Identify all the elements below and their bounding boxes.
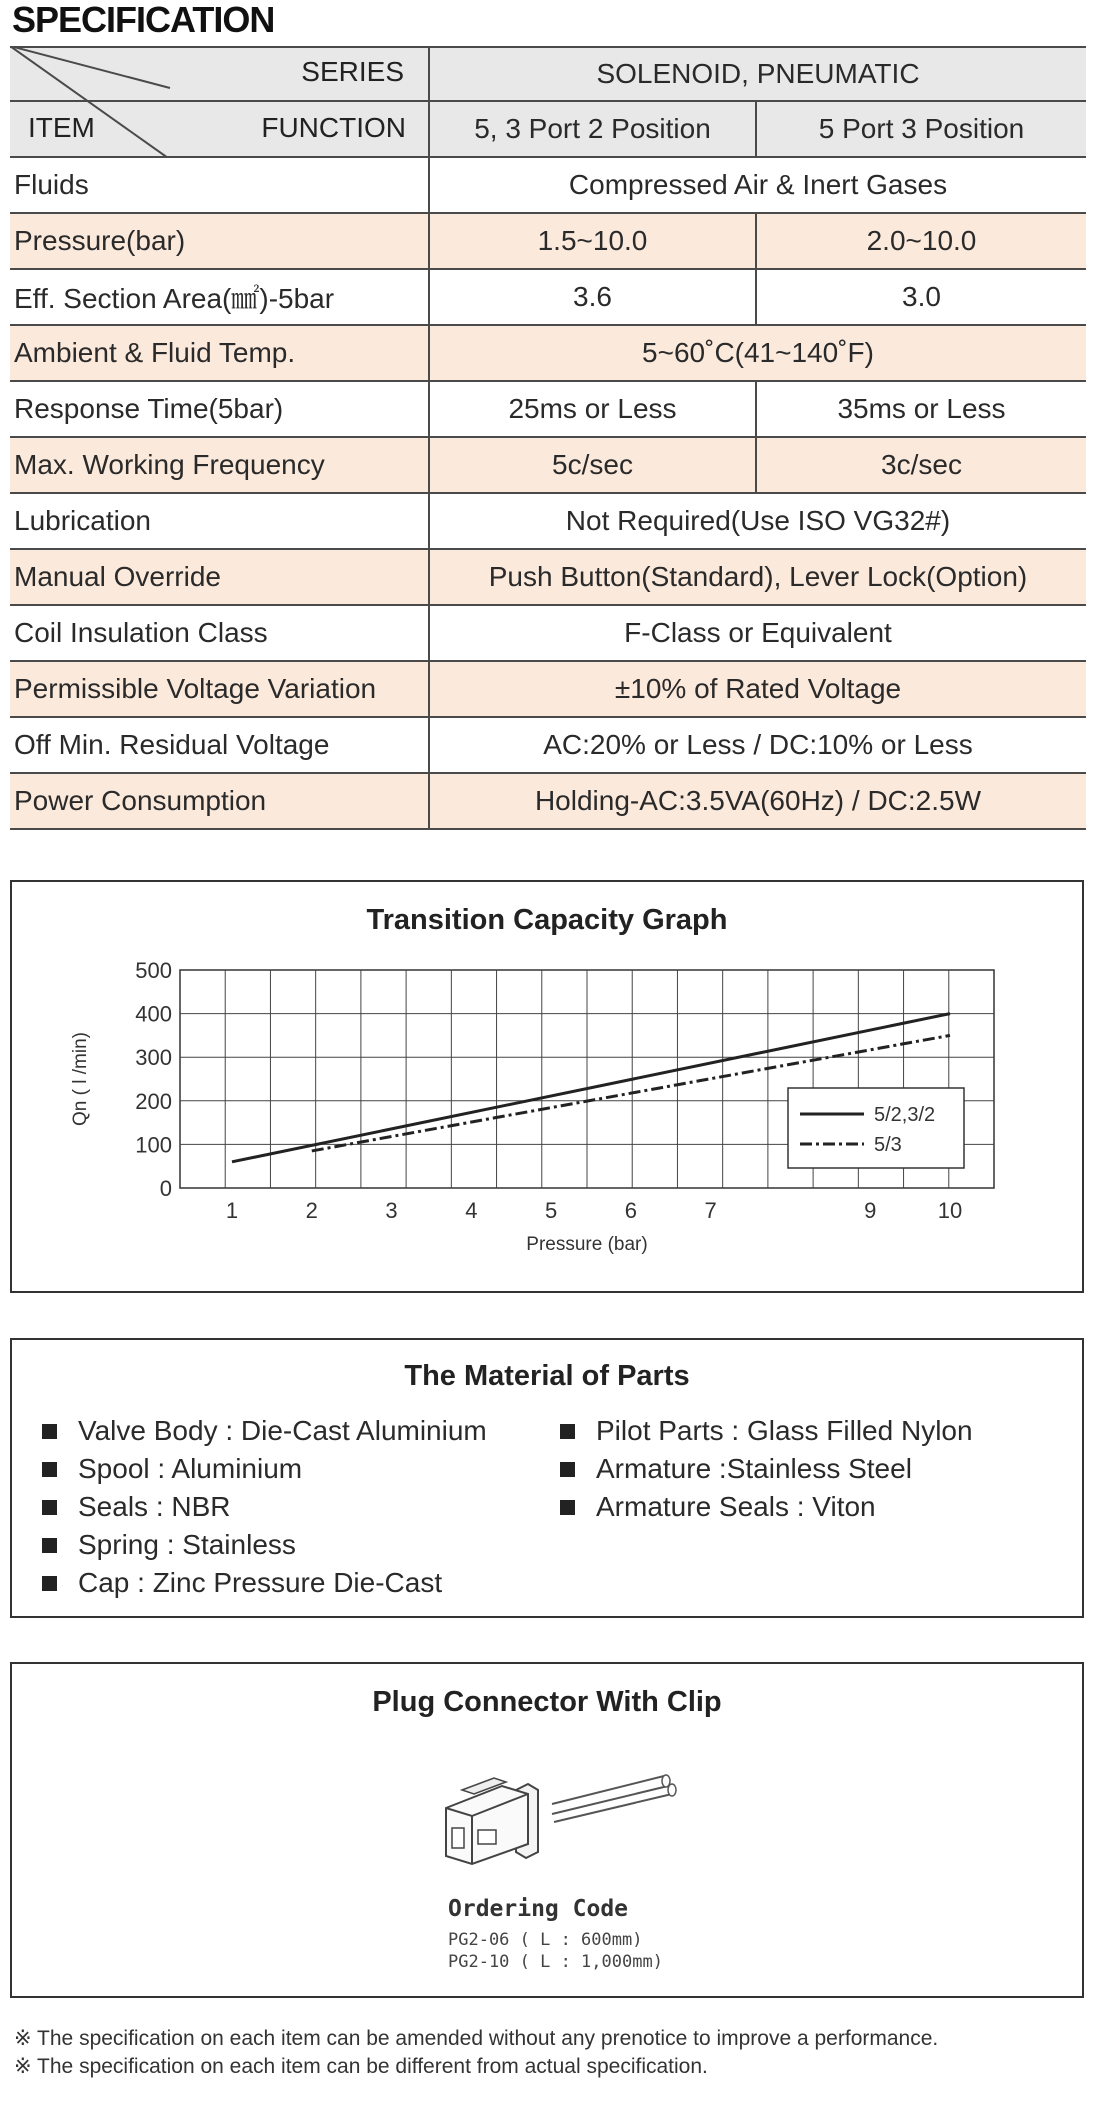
x-tick-label: 5 <box>544 1198 558 1223</box>
spec-row-value-a: 3.6 <box>430 270 757 324</box>
ordering-code-1: PG2-06 ( L : 600mm) <box>448 1930 643 1950</box>
spec-row-label: Off Min. Residual Voltage <box>10 718 430 772</box>
x-tick-label: 6 <box>624 1198 638 1223</box>
spec-rows <box>10 158 1086 830</box>
x-tick-label: 4 <box>465 1198 478 1223</box>
spec-row-label: Permissible Voltage Variation <box>10 662 430 716</box>
header-diagonal-cell <box>10 46 430 158</box>
note-1: ※ The specification on each item can be amended without any prenotice to improve a performance. <box>14 2027 939 2050</box>
ordering-code-title: Ordering Code <box>448 1896 629 1922</box>
item-label: ITEM <box>28 112 95 143</box>
spec-row <box>10 326 1086 382</box>
materials-right-list <box>560 1412 973 1526</box>
materials-title: The Material of Parts <box>404 1360 690 1392</box>
materials-left-list <box>42 1412 487 1602</box>
spec-row-value: AC:20% or Less / DC:10% or Less <box>543 729 973 760</box>
spec-row-value-a: 1.5~10.0 <box>430 214 757 268</box>
material-item: Armature Seals : Viton <box>560 1488 973 1526</box>
ordering-code-2: PG2-10 ( L : 1,000mm) <box>448 1952 663 1972</box>
spec-row-value-a: 25ms or Less <box>430 382 757 436</box>
spec-row <box>10 158 1086 214</box>
spec-row-label: Ambient & Fluid Temp. <box>10 326 430 380</box>
note-2: ※ The specification on each item can be different from actual specification. <box>14 2055 708 2078</box>
spec-row <box>10 382 1086 438</box>
x-tick-label: 2 <box>305 1198 318 1223</box>
x-tick-label: 3 <box>385 1198 398 1223</box>
spec-row-label: Eff. Section Area(㎟)-5bar <box>10 270 430 324</box>
series-label: SERIES <box>301 56 404 87</box>
spec-row-label: Pressure(bar) <box>10 214 430 268</box>
x-tick-label: 10 <box>937 1198 963 1223</box>
spec-row <box>10 494 1086 550</box>
capacity-graph-box <box>10 880 1084 1293</box>
spec-row <box>10 550 1086 606</box>
spec-row <box>10 214 1086 270</box>
spec-row-value: ±10% of Rated Voltage <box>614 673 902 704</box>
y-tick-label: 100 <box>135 1132 172 1158</box>
material-item: Cap : Zinc Pressure Die-Cast <box>42 1564 487 1602</box>
spec-row <box>10 270 1086 326</box>
spec-row-label: Max. Working Frequency <box>10 438 430 492</box>
x-axis-label: Pressure (bar) <box>526 1234 648 1255</box>
material-item: Armature :Stainless Steel <box>560 1450 973 1488</box>
spec-row-label: Coil Insulation Class <box>10 606 430 660</box>
material-item: Seals : NBR <box>42 1488 487 1526</box>
col-a-header: 5, 3 Port 2 Position <box>430 102 757 156</box>
capacity-chart <box>12 882 1082 1291</box>
page-title: SPECIFICATION <box>12 0 275 40</box>
spec-table <box>10 46 1086 830</box>
spec-row-value: Push Button(Standard), Lever Lock(Option) <box>488 561 1028 592</box>
legend-label: 5/3 <box>874 1134 902 1156</box>
plug-connector-illustration <box>432 1760 692 1880</box>
col-b-header: 5 Port 3 Position <box>818 113 1025 144</box>
spec-row <box>10 662 1086 718</box>
material-item: Valve Body : Die-Cast Aluminium <box>42 1412 487 1450</box>
spec-row-value: Not Required(Use ISO VG32#) <box>565 505 951 536</box>
material-item: Spring : Stainless <box>42 1526 487 1564</box>
spec-row <box>10 774 1086 830</box>
spec-row-label: Fluids <box>10 158 430 212</box>
y-axis-label: Qn ( l /min) <box>70 1032 91 1126</box>
spec-row-label: Response Time(5bar) <box>10 382 430 436</box>
y-tick-label: 400 <box>135 1001 172 1027</box>
x-tick-label: 7 <box>704 1198 717 1223</box>
spec-row-value: 5~60˚C(41~140˚F) <box>642 337 874 368</box>
plug-title: Plug Connector With Clip <box>372 1686 722 1718</box>
spec-row <box>10 606 1086 662</box>
y-tick-label: 200 <box>135 1088 172 1114</box>
spec-row-value: Compressed Air & Inert Gases <box>568 169 948 200</box>
graph-title: Transition Capacity Graph <box>366 904 728 936</box>
x-tick-label: 1 <box>225 1198 239 1223</box>
y-tick-label: 0 <box>159 1176 172 1201</box>
spec-row-label: Power Consumption <box>10 774 430 828</box>
spec-row <box>10 718 1086 774</box>
spec-row-value-b: 35ms or Less <box>837 393 1006 424</box>
material-item: Spool : Aluminium <box>42 1450 487 1488</box>
material-item: Pilot Parts : Glass Filled Nylon <box>560 1412 973 1450</box>
legend-label: 5/2,3/2 <box>874 1104 936 1126</box>
y-tick-label: 300 <box>135 1045 172 1071</box>
spec-row-value-a: 5c/sec <box>430 438 757 492</box>
spec-row-value-b: 3.0 <box>902 281 941 312</box>
spec-row-value-b: 2.0~10.0 <box>866 225 977 256</box>
spec-row-value: F-Class or Equivalent <box>624 617 892 648</box>
y-tick-label: 500 <box>135 958 172 983</box>
legend-box <box>788 1088 964 1168</box>
spec-row-value: Holding-AC:3.5VA(60Hz) / DC:2.5W <box>534 785 982 816</box>
spec-row-label: Manual Override <box>10 550 430 604</box>
spec-row <box>10 438 1086 494</box>
series-value: SOLENOID, PNEUMATIC <box>596 58 920 89</box>
plug-connector-box <box>10 1662 1084 1998</box>
materials-box <box>10 1338 1084 1618</box>
x-tick-label: 9 <box>864 1198 877 1223</box>
function-label: FUNCTION <box>261 112 406 143</box>
spec-row-value-b: 3c/sec <box>881 449 962 480</box>
spec-row-label: Lubrication <box>10 494 430 548</box>
